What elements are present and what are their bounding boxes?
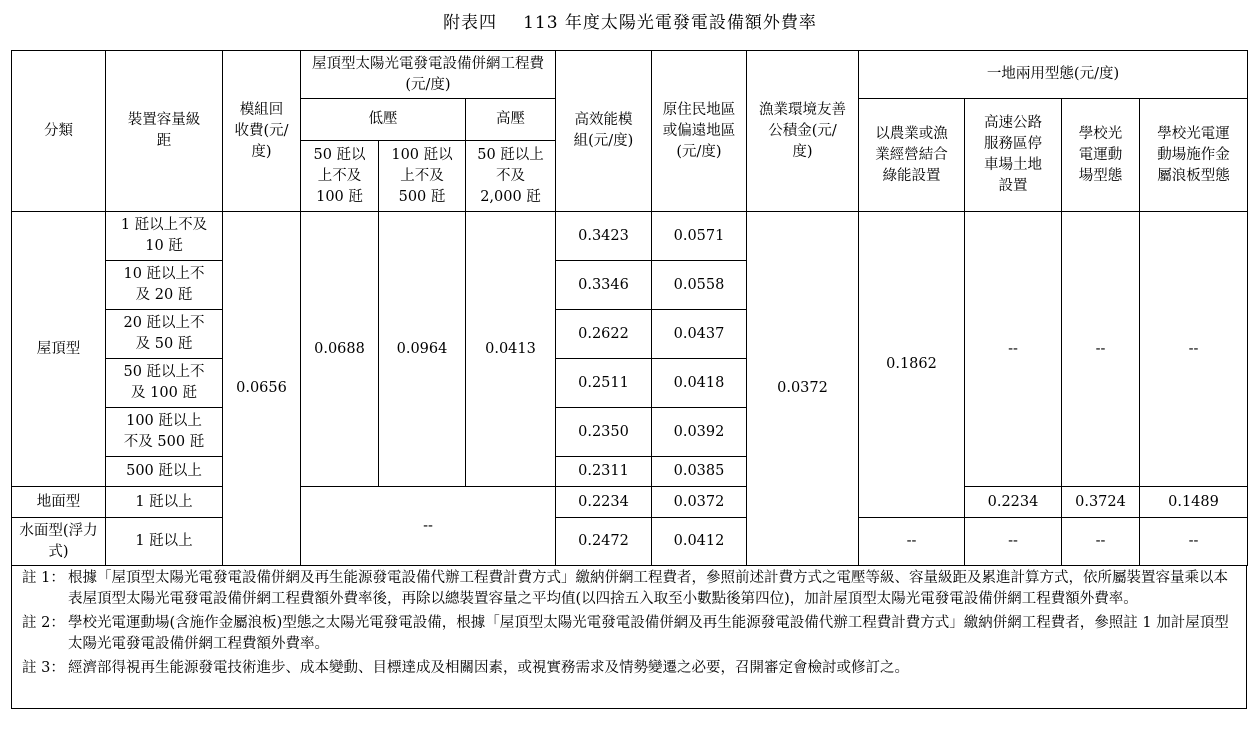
title-text: 113 年度太陽光電發電設備額外費率 <box>523 13 817 33</box>
school-field-cell: 0.3724 <box>1062 487 1140 518</box>
indigenous-cell: 0.0558 <box>652 261 747 310</box>
note-1 <box>12 568 1246 610</box>
capacity-cell: 10 瓩以上不及 20 瓩 <box>106 261 223 310</box>
category-water: 水面型(浮力式) <box>12 518 106 566</box>
notes-box <box>11 566 1247 709</box>
lv-50-100-value: 0.0688 <box>301 212 379 487</box>
note-label: 註 3： <box>22 660 65 676</box>
note-label: 註 2： <box>22 615 65 631</box>
highway-cell: -- <box>965 518 1062 566</box>
note-2 <box>12 613 1246 655</box>
capacity-cell: 20 瓩以上不及 50 瓩 <box>106 310 223 359</box>
header-indigenous: 原住民地區或偏遠地區(元/度) <box>652 51 747 212</box>
header-agri-fish: 以農業或漁業經營結合綠能設置 <box>859 99 965 212</box>
indigenous-cell: 0.0437 <box>652 310 747 359</box>
title-prefix: 附表四 <box>443 13 498 33</box>
high-eff-cell: 0.3423 <box>556 212 652 261</box>
header-school-field: 學校光電運動場型態 <box>1062 99 1140 212</box>
note-label: 註 1： <box>22 570 65 586</box>
hv-50-2000-value: 0.0413 <box>466 212 556 487</box>
rooftop-school-field-value: -- <box>1062 212 1140 487</box>
fishery-value: 0.0372 <box>747 212 859 566</box>
high-eff-cell: 0.3346 <box>556 261 652 310</box>
note-text: 學校光電運動場(含施作金屬浪板)型態之太陽光電發電設備，根據「屋頂型太陽光電發電設備併網及再生能源發電設備代辦工程費計費方式」繳納併網工程費者，參照註 1 加計屋頂型太陽光電發電設備併網工程費額外費率。 <box>68 615 1229 652</box>
indigenous-cell: 0.0571 <box>652 212 747 261</box>
header-rooftop-grid: 屋頂型太陽光電發電設備併網工程費(元/度) <box>301 51 556 99</box>
indigenous-cell: 0.0412 <box>652 518 747 566</box>
indigenous-cell: 0.0385 <box>652 457 747 487</box>
school-roof-cell: -- <box>1140 518 1248 566</box>
indigenous-cell: 0.0392 <box>652 408 747 457</box>
header-capacity: 裝置容量級距 <box>106 51 223 212</box>
header-module-recycling: 模組回收費(元/度) <box>223 51 301 212</box>
highway-cell: 0.2234 <box>965 487 1062 518</box>
header-lv-50-100: 50 瓩以上不及 100 瓩 <box>301 141 379 212</box>
category-rooftop: 屋頂型 <box>12 212 106 487</box>
lv-100-500-value: 0.0964 <box>379 212 466 487</box>
rooftop-highway-value: -- <box>965 212 1062 487</box>
capacity-cell: 1 瓩以上不及 10 瓩 <box>106 212 223 261</box>
school-field-cell: -- <box>1062 518 1140 566</box>
note-text: 根據「屋頂型太陽光電發電設備併網及再生能源發電設備代辦工程費計費方式」繳納併網工程費者，參照前述計費方式之電壓等級、容量級距及累進計算方式，依所屬裝置容量乘以本表屋頂型太陽光電發電設備併網工程費額外費率後，再除以總裝置容量之平均值(以四捨五入取至小數點後第四位)，加計屋頂型太陽光電發電設備併網工程費額外費率。 <box>68 570 1228 607</box>
header-lv-100-500: 100 瓩以上不及 500 瓩 <box>379 141 466 212</box>
header-category: 分類 <box>12 51 106 212</box>
capacity-cell: 50 瓩以上不及 100 瓩 <box>106 359 223 408</box>
rate-table <box>11 50 1248 566</box>
high-eff-cell: 0.2622 <box>556 310 652 359</box>
header-fishery: 漁業環境友善公積金(元/度) <box>747 51 859 212</box>
header-low-voltage: 低壓 <box>301 99 466 141</box>
note-3 <box>12 658 1246 679</box>
header-highway: 高速公路服務區停車場土地設置 <box>965 99 1062 212</box>
indigenous-cell: 0.0372 <box>652 487 747 518</box>
high-eff-cell: 0.2311 <box>556 457 652 487</box>
capacity-cell: 1 瓩以上 <box>106 487 223 518</box>
note-text: 經濟部得視再生能源發電技術進步、成本變動、目標達成及相關因素，或視實務需求及情勢變遷之必要，召開審定會檢討或修訂之。 <box>68 660 909 676</box>
module-recycling-value: 0.0656 <box>223 212 301 566</box>
category-ground: 地面型 <box>12 487 106 518</box>
header-school-roof: 學校光電運動場施作金屬浪板型態 <box>1140 99 1248 212</box>
high-eff-cell: 0.2511 <box>556 359 652 408</box>
page-title <box>0 8 1260 33</box>
indigenous-cell: 0.0418 <box>652 359 747 408</box>
high-eff-cell: 0.2472 <box>556 518 652 566</box>
header-high-efficiency: 高效能模組(元/度) <box>556 51 652 212</box>
header-dual-use: 一地兩用型態(元/度) <box>859 51 1248 99</box>
agri-fish-value: 0.1862 <box>859 212 965 518</box>
capacity-cell: 100 瓩以上不及 500 瓩 <box>106 408 223 457</box>
ground-water-grid-value: -- <box>301 487 556 566</box>
capacity-cell: 1 瓩以上 <box>106 518 223 566</box>
capacity-cell: 500 瓩以上 <box>106 457 223 487</box>
high-eff-cell: 0.2234 <box>556 487 652 518</box>
agri-fish-cell: -- <box>859 518 965 566</box>
school-roof-cell: 0.1489 <box>1140 487 1248 518</box>
header-hv-50-2000: 50 瓩以上不及 2,000 瓩 <box>466 141 556 212</box>
high-eff-cell: 0.2350 <box>556 408 652 457</box>
rooftop-school-roof-value: -- <box>1140 212 1248 487</box>
header-high-voltage: 高壓 <box>466 99 556 141</box>
